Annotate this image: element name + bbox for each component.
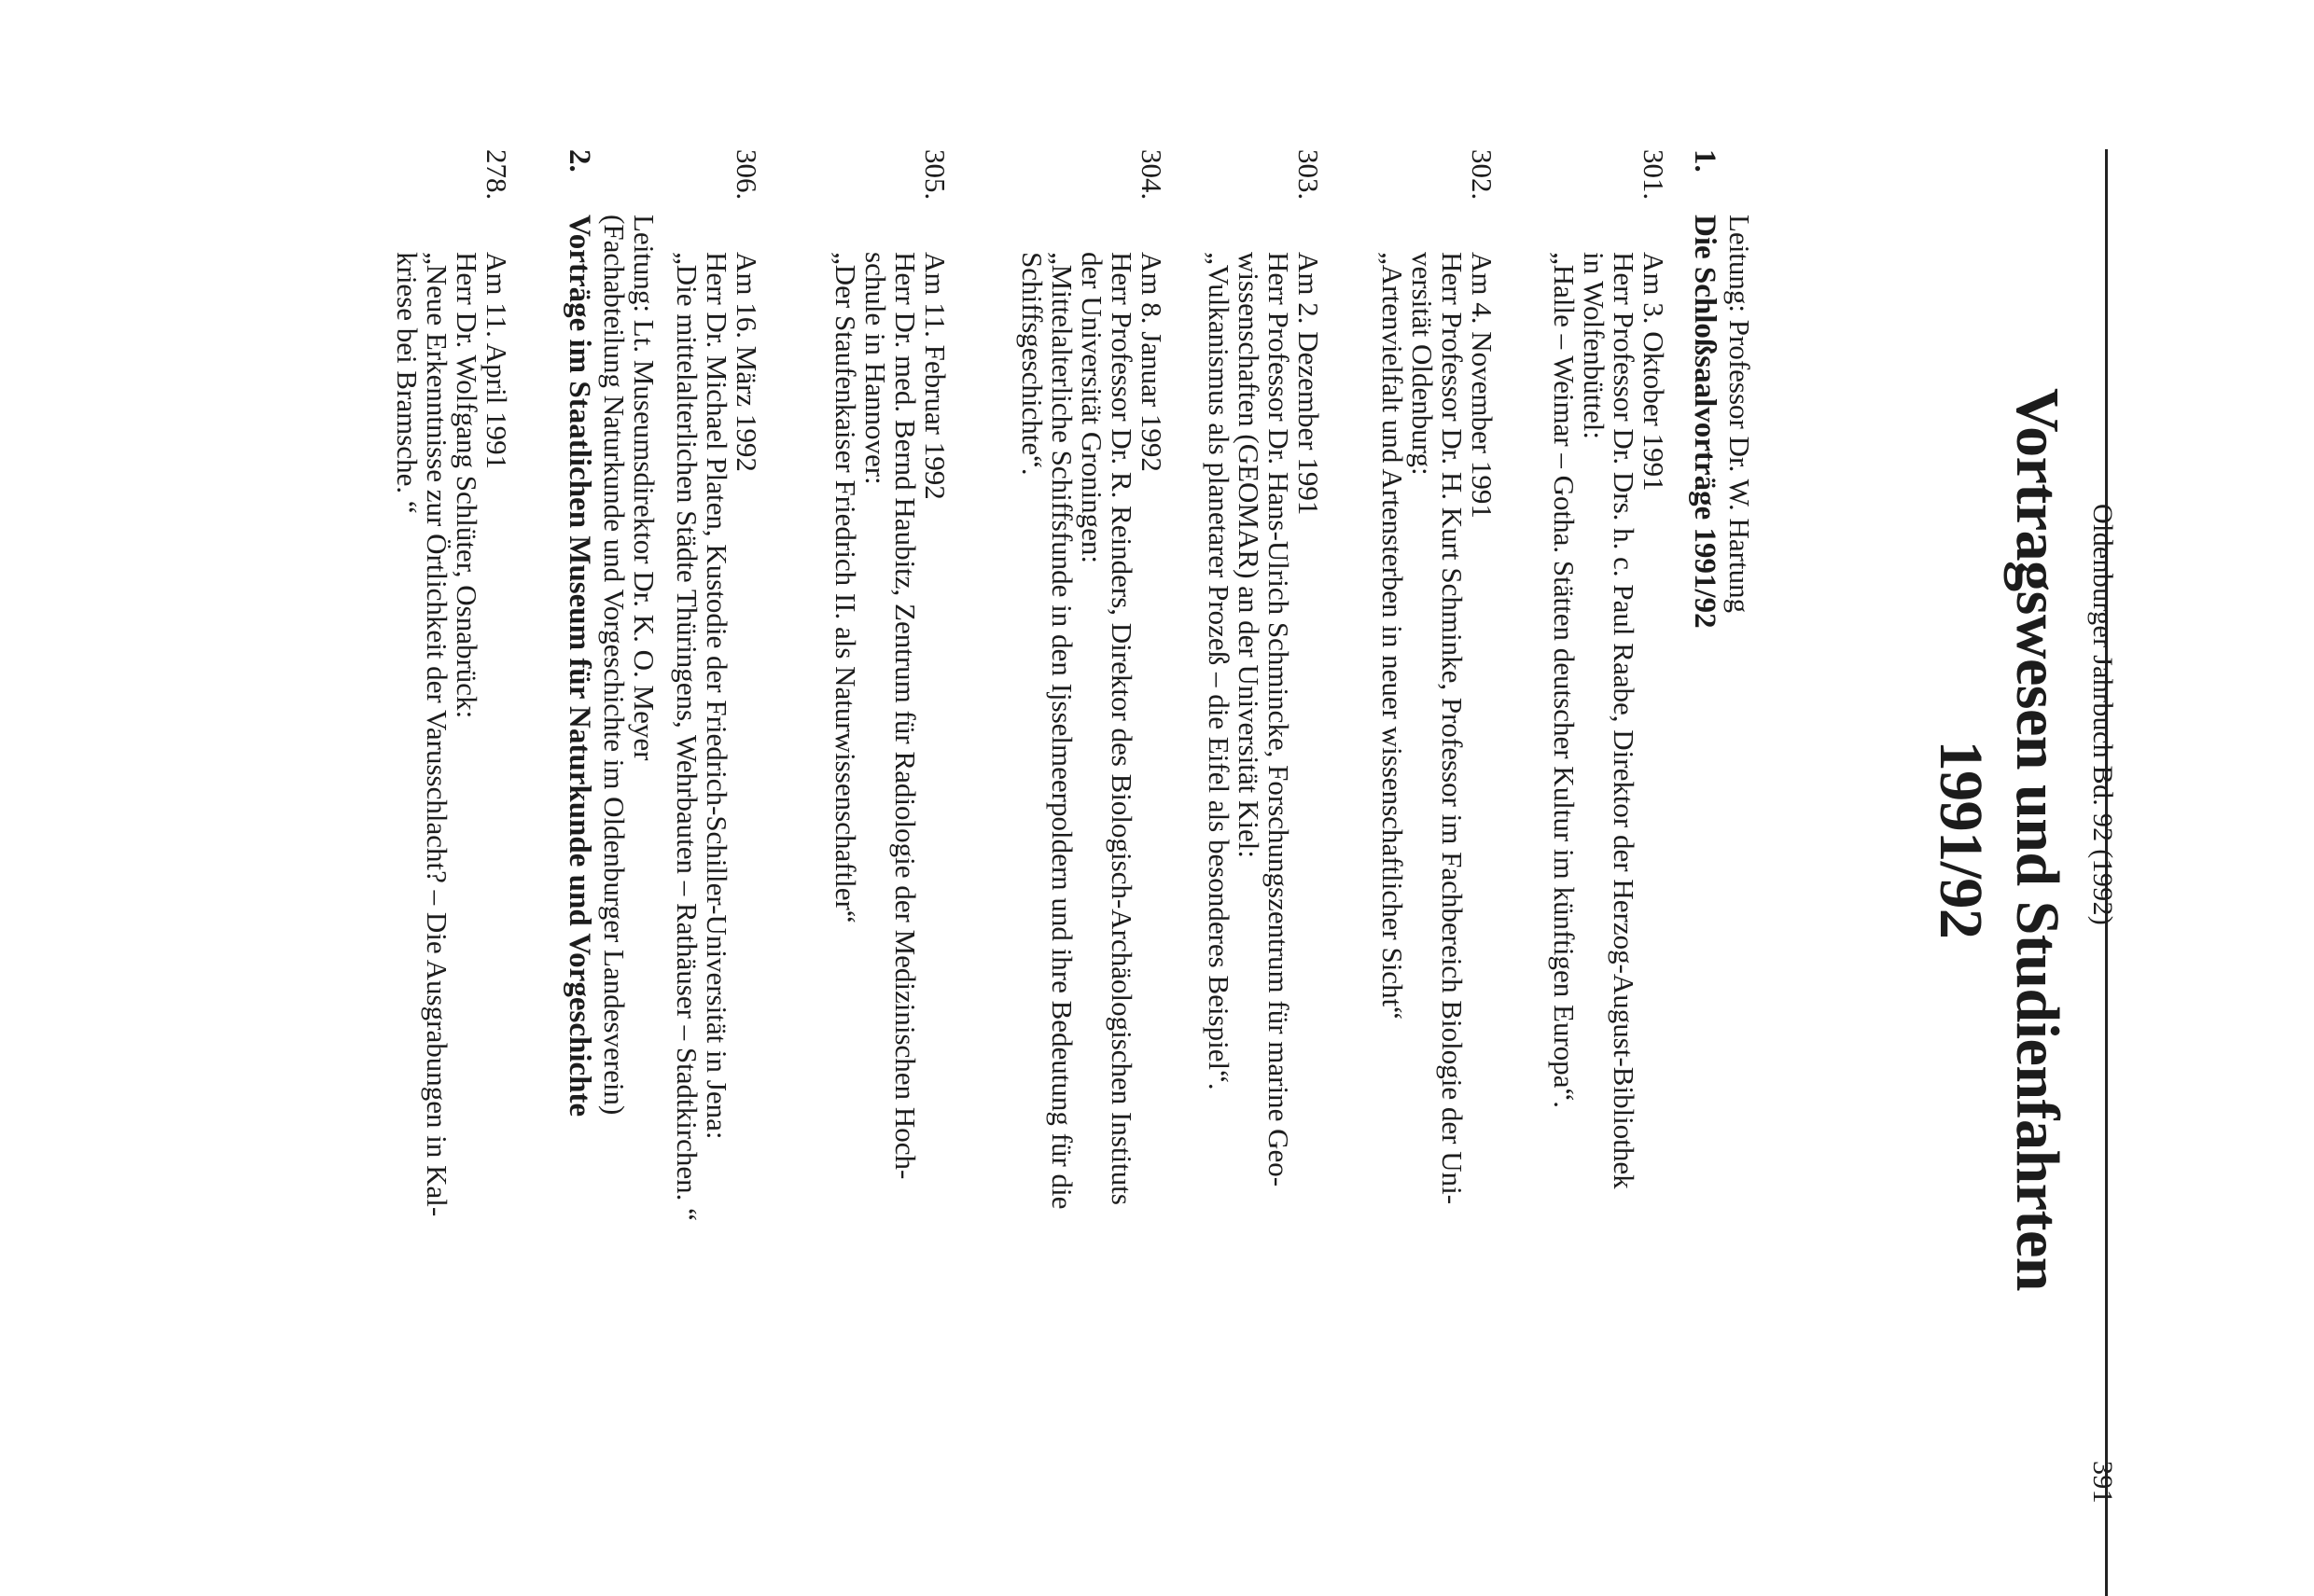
section-number: 2.: [563, 149, 596, 173]
entry-304: [1016, 149, 1168, 1483]
section-2-heading: [564, 149, 594, 1117]
entry-line: „Artenvielfalt und Artensterben in neuer wissenschaftlicher Sicht“: [1376, 252, 1409, 1020]
entry-line: Schiffsgeschichte“.: [1016, 252, 1049, 476]
entry-line: „Mittelalterliche Schiffsfunde in den Ijsselmeerpoldern und ihre Bedeutung für die: [1046, 252, 1079, 1210]
entry-line: in Wolfenbüttel:: [1578, 252, 1610, 439]
entry-line: Am 2. Dezember 1991: [1292, 252, 1325, 516]
section-1-heading: [1689, 149, 1720, 629]
entry-line: Am 11. April 1991: [481, 252, 513, 470]
entry-301: [1548, 149, 1670, 1483]
entry-number: 301.: [1638, 149, 1670, 201]
entry-number: 304.: [1136, 149, 1168, 201]
entry-line: „Die mittelalterlichen Städte Thüringens, Wehrbauten – Rathäuser – Stadtkirchen. “: [671, 252, 704, 1221]
entry-number: 306.: [731, 149, 763, 201]
entry-number: 302.: [1466, 149, 1499, 201]
page-number: 391: [2087, 1461, 2118, 1504]
entry-302: [1376, 149, 1499, 1483]
entry-line: Herr Professor Dr. H. Kurt Schminke, Professor im Fachbereich Biologie der Uni-: [1436, 252, 1469, 1205]
entry-line: kriese bei Bramsche. “: [391, 252, 424, 514]
entry-line: schule in Hannover:: [859, 252, 892, 485]
entry-line: „Neue Erkenntnisse zur Örtlichkeit der Varusschlacht? – Die Ausgrabungen in Kal-: [421, 252, 453, 1217]
entry-305: [829, 149, 952, 1483]
section-title: Vorträge im Staatlichen Museum für Naturkunde und Vorgeschichte: [563, 215, 596, 1117]
entry-line: „Halle – Weimar – Gotha. Stätten deutscher Kultur im künftigen Europa“.: [1548, 252, 1581, 1109]
entry-line: Herr Professor Dr. Drs. h. c. Paul Raabe, Direktor der Herzog-August-Bibliothek: [1608, 252, 1640, 1189]
section-number: 1.: [1688, 149, 1722, 173]
entry-line: „Der Staufenkaiser Friedrich II. als Naturwissenschaftler“: [829, 252, 862, 923]
entry-line: Herr Dr. med. Bernd Haubitz, Zentrum für Radiologie der Medizinischen Hoch-: [889, 252, 922, 1180]
journal-title: Oldenburger Jahrbuch Bd. 92 (1992): [2087, 504, 2118, 926]
entry-line: Herr Professor Dr. Hans-Ulrich Schmincke, Forschungszentrum für marine Geo-: [1262, 252, 1295, 1187]
entry-278: [391, 149, 513, 1483]
entry-line: Herr Dr. Michael Platen, Kustodie der Friedrich-Schiller-Universität in Jena:: [701, 252, 733, 1140]
entry-line: wissenschaften (GEOMAR) an der Universität Kiel:: [1233, 252, 1265, 858]
entry-line: Am 4. November 1991: [1466, 252, 1499, 519]
entry-line: Herr Dr. Wolfgang Schlüter, Osnabrück:: [451, 252, 483, 719]
section-1-leitung: Leitung: Professor Dr. W. Hartung: [1723, 215, 1756, 614]
entry-line: Am 8. Januar 1992: [1136, 252, 1168, 472]
entry-line: Herr Professor Dr. R. Reinders, Direktor des Biologisch-Archäologischen Instituts: [1106, 252, 1138, 1205]
entry-number: 303.: [1292, 149, 1325, 201]
entry-line: Am 3. Oktober 1991: [1638, 252, 1670, 492]
entry-line: der Universität Groningen:: [1076, 252, 1108, 564]
entry-line: Am 11. Februar 1992: [919, 252, 952, 500]
entry-number: 305.: [919, 149, 952, 201]
entry-line: Am 16. März 1992: [731, 252, 763, 472]
entry-306: [671, 149, 763, 1483]
entry-line: „Vulkanismus als planetarer Prozeß – die Eifel als besonderes Beispiel“.: [1203, 252, 1235, 1090]
entry-line: versität Oldenburg:: [1406, 252, 1439, 476]
section-title: Die Schloßsaalvorträge 1991/92: [1688, 215, 1722, 629]
entry-number: 278.: [481, 149, 513, 201]
entry-303: [1203, 149, 1325, 1483]
section-2-leitung: Leitung: Lt. Museumsdirektor Dr. K. O. Meyer: [628, 215, 661, 761]
section-2-sub: (Fachabteilung Naturkunde und Vorgeschichte im Oldenburger Landesverein): [598, 215, 631, 1116]
page-title: Vortragswesen und Studienfahrten 1991/92: [1927, 387, 2071, 1291]
